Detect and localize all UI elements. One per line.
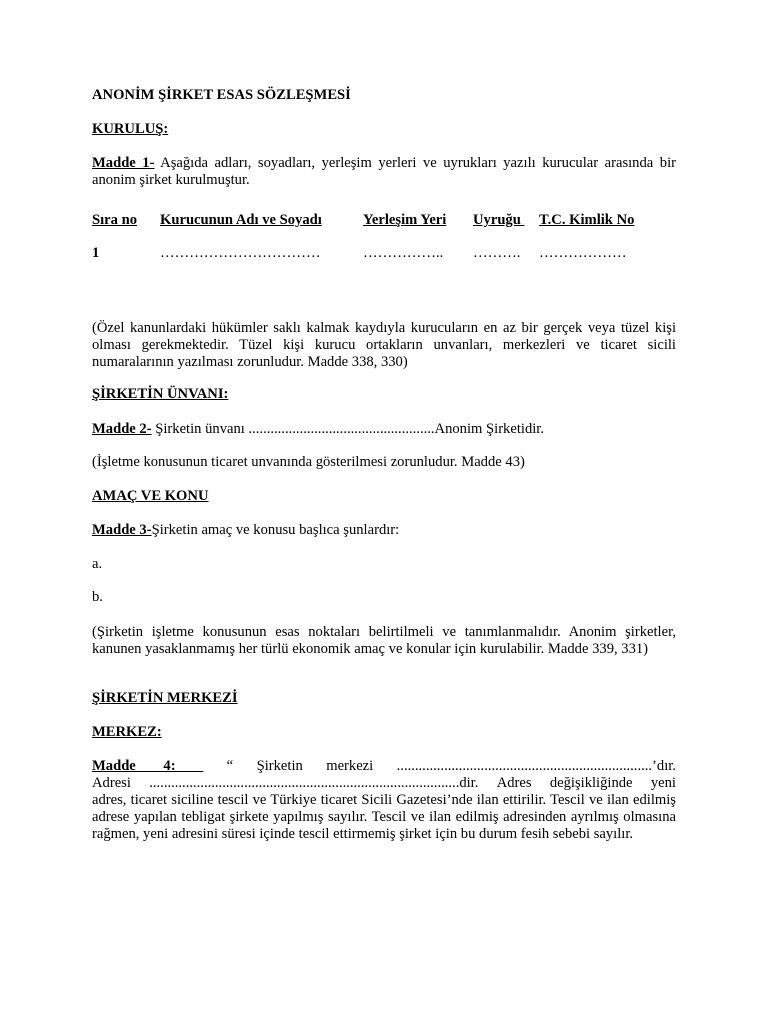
article-4-word: ......................................................................’dır. xyxy=(396,758,676,774)
article-4-word: .....................................................................................dir. xyxy=(149,775,479,791)
amac-note: (Şirketin işletme konusunun esas noktaları belirtilmeli ve tanımlanmalıdır. Anonim şirketler, kanunen yasaklanmamış her türlü ekonomik amaç ve konular için kurulabilir. Madde 339, 331) xyxy=(92,624,676,657)
article-2-text: Şirketin ünvanı ...................................................Anonim Şirketidir. xyxy=(151,421,544,437)
document-title: ANONİM ŞİRKET ESAS SÖZLEŞMESİ xyxy=(92,87,351,103)
founders-note: (Özel kanunlardaki hükümler saklı kalmak kaydıyla kurucuların en az bir gerçek veya tüzel kişi olması gerekmektedir. Tüzel kişi kurucu ortakların unvanları, merkezleri ve ticaret sicili numaralarının yazılması zorunludur. Madde 338, 330) xyxy=(92,320,676,370)
article-4 xyxy=(92,758,676,843)
cell-tc-id: ……………… xyxy=(539,245,627,261)
article-4-line-2 xyxy=(92,775,676,792)
article-3-label: Madde 3- xyxy=(92,522,152,538)
section-heading-merkezi: ŞİRKETİN MERKEZİ xyxy=(92,690,238,706)
article-4-word: “ xyxy=(226,758,234,774)
founders-table xyxy=(92,212,676,272)
column-header-name: Kurucunun Adı ve Soyadı xyxy=(160,212,322,228)
article-4-text: adres, ticaret siciline tescil ve Türkiye ticaret Sicili Gazetesi’nde ilan ettirilir. Tescil ve ilan edilmiş adrese yapılan tebligat şirkete yapılmış sayılır. Tescil ve ilan edilmiş adresinden ayrılmış olmasına rağmen, yeni adresini süresi içinde tescil ettirmemiş şirket için bu durum fesih sebebi sayılır. xyxy=(92,792,676,842)
article-1-text: Aşağıda adları, soyadları, yerleşim yerleri ve uyrukları yazılı kurucular arasında bir anonim şirket kurulmuştur. xyxy=(92,155,676,188)
article-3 xyxy=(92,522,676,539)
column-header-sira-no: Sıra no xyxy=(92,212,138,228)
article-4-label: Madde 4: xyxy=(92,758,204,774)
cell-nationality: ………. xyxy=(473,245,521,261)
article-1-label: Madde 1- xyxy=(92,155,155,171)
article-2 xyxy=(92,421,676,438)
article-2-label: Madde 2- xyxy=(92,421,152,437)
article-4-line-1 xyxy=(92,758,676,775)
list-item-a: a. xyxy=(92,556,103,572)
article-1 xyxy=(92,155,676,189)
unvan-note: (İşletme konusunun ticaret unvanında gösterilmesi zorunludur. Madde 43) xyxy=(92,454,525,470)
article-4-word: Adres xyxy=(496,775,532,791)
column-header-tc-id: T.C. Kimlik No xyxy=(539,212,635,228)
article-4-word: merkezi xyxy=(326,758,374,774)
article-4-word: Şirketin xyxy=(256,758,303,774)
subheading-merkez: MERKEZ: xyxy=(92,724,162,740)
section-heading-kurulus: KURULUŞ: xyxy=(92,121,169,137)
article-4-word: değişikliğinde xyxy=(549,775,633,791)
section-heading-amac: AMAÇ VE KONU xyxy=(92,488,209,504)
section-heading-unvan: ŞİRKETİN ÜNVANI: xyxy=(92,386,229,402)
cell-name: …………………………… xyxy=(160,245,321,261)
list-item-b: b. xyxy=(92,589,103,605)
cell-sira-no: 1 xyxy=(92,245,100,261)
article-4-word: Adresi xyxy=(92,775,131,791)
article-3-text: Şirketin amaç ve konusu başlıca şunlardır: xyxy=(151,522,400,538)
column-header-address: Yerleşim Yeri xyxy=(363,212,447,228)
column-header-nationality: Uyruğu xyxy=(473,212,525,228)
article-4-word: yeni xyxy=(650,775,676,791)
cell-address: …………….. xyxy=(363,245,444,261)
